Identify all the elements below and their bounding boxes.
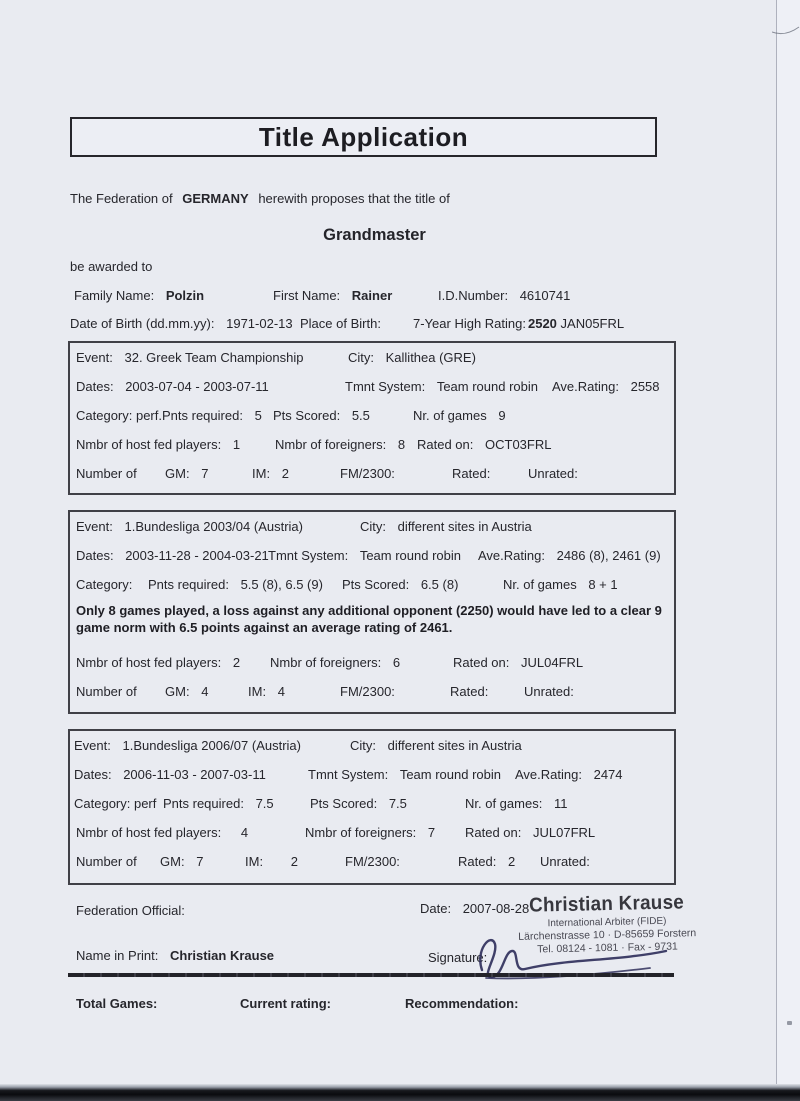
field-pts-scored: [273, 408, 370, 423]
field-value: 7: [427, 825, 436, 840]
field-value: Christian Krause: [170, 948, 275, 963]
field-im-count: [248, 684, 285, 699]
field-label: Pts Scored:: [273, 408, 341, 423]
field-rated-on: [453, 655, 583, 670]
title-box: [70, 117, 657, 157]
field-label: Unrated:: [524, 684, 574, 699]
field-im-count: [252, 466, 289, 481]
field-foreigners: [305, 825, 435, 840]
field-value: 5: [254, 408, 262, 423]
field-label: Pts Scored:: [310, 796, 378, 811]
field-ave-rating: [552, 379, 660, 394]
field-value: 8 + 1: [588, 577, 618, 592]
field-pts-scored: [342, 577, 458, 592]
field-nr-of-games: [503, 577, 618, 592]
field-value: Rainer: [351, 288, 393, 303]
field-value: JUL07FRL: [533, 825, 596, 840]
field-rated-on: [417, 437, 551, 452]
stamp-name: Christian Krause: [528, 891, 685, 917]
field-value: 32. Greek Team Championship: [124, 350, 304, 365]
field-label: Rated:: [450, 684, 489, 699]
field-rated-count: [452, 466, 498, 481]
field-label: Unrated:: [540, 854, 590, 869]
field-host-players: [76, 655, 240, 670]
federation-intro-line: [70, 191, 450, 206]
field-tmnt-system: [345, 379, 538, 394]
field-number-of: Number of: [76, 684, 137, 699]
stamp-line-address: Lärchenstrasse 10 · D-85659 Forstern: [518, 927, 697, 943]
signature-label: Signature:: [428, 950, 488, 965]
stamp-line-arbiter: International Arbiter (FIDE): [547, 915, 667, 930]
field-value: 7.5: [255, 796, 274, 811]
signature-separator-rule: [68, 973, 674, 977]
recommendation-label: Recommendation:: [405, 996, 519, 1011]
field-label: Tmnt System:: [308, 767, 389, 782]
field-foreigners: [275, 437, 405, 452]
field-value: Team round robin: [436, 379, 538, 394]
field-value: 2007-08-28: [462, 901, 530, 916]
field-value: 2: [290, 854, 298, 869]
field-ave-rating: [478, 548, 661, 563]
field-value: 2003-07-04 - 2003-07-11: [125, 379, 269, 394]
field-pnts-required: [162, 408, 262, 423]
field-label: Ave.Rating:: [478, 548, 545, 563]
field-category: Category:: [76, 577, 133, 592]
field-place-of-birth: [300, 316, 389, 331]
field-label: Pnts required:: [163, 796, 244, 811]
field-label: Place of Birth:: [300, 316, 381, 331]
field-fm-count: [340, 684, 403, 699]
page-title: Title Application: [258, 122, 469, 152]
field-label: Date of Birth (dd.mm.yy):: [70, 316, 215, 331]
field-dates: [76, 548, 269, 563]
field-value: Kallithea (GRE): [385, 350, 476, 365]
field-fm-count: [345, 854, 408, 869]
field-value: 6.5 (8): [420, 577, 459, 592]
field-city: [348, 350, 476, 365]
field-family-name: [74, 288, 204, 303]
field-label: GM:: [165, 684, 190, 699]
field-label: Nmbr of host fed players:: [76, 825, 222, 840]
field-rated-count: [458, 854, 515, 869]
paper-edge-line: [776, 0, 777, 1101]
field-label: Nmbr of foreigners:: [275, 437, 387, 452]
field-label: Rated:: [458, 854, 497, 869]
field-label: Tmnt System:: [268, 548, 349, 563]
field-label: I.D.Number:: [438, 288, 509, 303]
field-date-of-birth: [70, 316, 293, 331]
field-value: 5.5 (8), 6.5 (9): [240, 577, 323, 592]
norm-note: Only 8 games played, a loss against any additional opponent (2250) would have led to a clear 9 game norm with 6.5 points against an average rating of 2461.: [76, 603, 662, 635]
field-value: OCT03FRL: [485, 437, 552, 452]
field-value: 9: [498, 408, 506, 423]
field-value: 4610741: [519, 288, 571, 303]
field-label: Nmbr of foreigners:: [270, 655, 382, 670]
field-value: 2: [232, 655, 241, 670]
field-label: Dates:: [76, 548, 114, 563]
field-unrated-count: [528, 466, 586, 481]
field-value: 4: [201, 684, 209, 699]
field-label: Rated:: [452, 466, 491, 481]
field-dates: [74, 767, 266, 782]
field-dates: [76, 379, 269, 394]
field-gm-count: [165, 466, 208, 481]
field-value: 2006-11-03 - 2007-03-11: [123, 767, 266, 782]
field-label: Ave.Rating:: [515, 767, 582, 782]
field-fm-count: [340, 466, 403, 481]
field-label: Unrated:: [528, 466, 578, 481]
field-value: 11: [553, 796, 568, 811]
field-number-of: Number of: [76, 466, 137, 481]
field-label: Pnts required:: [162, 408, 243, 423]
field-label: Tmnt System:: [345, 379, 426, 394]
scan-curve-artifact: [772, 24, 800, 36]
field-rated-on: [465, 825, 595, 840]
field-label: Pnts required:: [148, 577, 229, 592]
field-foreigners: [270, 655, 400, 670]
field-first-name: [273, 288, 392, 303]
field-label: Rated on:: [417, 437, 474, 452]
field-label: Family Name:: [74, 288, 155, 303]
field-high-rating: [413, 316, 624, 331]
signature-scrawl: [470, 928, 680, 986]
field-rated-count: [450, 684, 496, 699]
paper-edge-strip: [777, 0, 800, 1101]
field-label: FM/2300:: [345, 854, 400, 869]
field-value: 1971-02-13: [226, 316, 293, 331]
field-label: Nmbr of host fed players:: [76, 437, 222, 452]
field-event: [76, 519, 303, 534]
field-label: GM:: [160, 854, 185, 869]
field-host-players: [76, 825, 248, 840]
federation-official-label: Federation Official:: [76, 903, 185, 918]
field-value: 6: [392, 655, 401, 670]
field-value: 2: [507, 854, 516, 869]
current-rating-label: Current rating:: [240, 996, 331, 1011]
field-value: 2486 (8), 2461 (9): [556, 548, 661, 563]
field-value: 5.5: [351, 408, 370, 423]
field-value: 4: [240, 825, 249, 840]
field-ave-rating: [515, 767, 623, 782]
total-games-label: Total Games:: [76, 996, 158, 1011]
field-value: 2474: [593, 767, 623, 782]
field-label: First Name:: [273, 288, 341, 303]
field-label: Nmbr of foreigners:: [305, 825, 417, 840]
field-rating-list: JAN05FRL: [560, 316, 625, 331]
field-value: 2: [281, 466, 289, 481]
field-pnts-required: [148, 577, 323, 592]
field-value: Team round robin: [359, 548, 461, 563]
field-id-number: [438, 288, 570, 303]
field-label: Nr. of games: [413, 408, 487, 423]
field-label: FM/2300:: [340, 684, 395, 699]
field-value: 1.Bundesliga 2006/07 (Austria): [122, 738, 301, 753]
field-label: Ave.Rating:: [552, 379, 619, 394]
field-label: City:: [350, 738, 376, 753]
field-label: Nmbr of host fed players:: [76, 655, 222, 670]
field-value: different sites in Austria: [397, 519, 532, 534]
field-name-in-print: [76, 948, 274, 963]
field-nr-of-games: [413, 408, 506, 423]
field-label: Name in Print:: [76, 948, 159, 963]
field-tmnt-system: [268, 548, 461, 563]
field-category: Category: perf.: [76, 408, 162, 423]
field-label: Rated on:: [465, 825, 522, 840]
field-label: Event:: [74, 738, 111, 753]
field-nr-of-games: [465, 796, 567, 811]
field-value: Polzin: [165, 288, 205, 303]
stamp-line-phone: Tel. 08124 - 1081 · Fax - 9731: [537, 940, 678, 956]
field-tmnt-system: [308, 767, 501, 782]
field-label: Date:: [420, 901, 452, 916]
field-value: 8: [397, 437, 406, 452]
field-value: 7.5: [388, 796, 407, 811]
field-host-players: [76, 437, 240, 452]
field-label: Rated on:: [453, 655, 510, 670]
federation-name: GERMANY: [182, 191, 249, 206]
field-unrated-count: [524, 684, 582, 699]
field-value: 1.Bundesliga 2003/04 (Austria): [124, 519, 303, 534]
field-value: 2520: [527, 316, 557, 331]
intro-suffix: herewith proposes that the title of: [258, 191, 450, 206]
field-pts-scored: [310, 796, 407, 811]
field-label: Nr. of games:: [465, 796, 543, 811]
field-label: Dates:: [74, 767, 112, 782]
field-label: City:: [360, 519, 386, 534]
field-label: Event:: [76, 350, 113, 365]
field-city: [350, 738, 522, 753]
field-value: 1: [232, 437, 241, 452]
scanner-bottom-band: [0, 1084, 800, 1101]
field-event: [76, 350, 303, 365]
proposed-title: Grandmaster: [323, 226, 426, 244]
scan-speck-artifact: [787, 1021, 792, 1025]
field-city: [360, 519, 532, 534]
field-gm-count: [165, 684, 208, 699]
field-label: Nr. of games: [503, 577, 577, 592]
field-label: FM/2300:: [340, 466, 395, 481]
be-awarded-line: be awarded to: [70, 259, 153, 274]
field-category: Category: perf: [74, 796, 157, 811]
field-label: IM:: [252, 466, 271, 481]
field-pnts-required: [163, 796, 274, 811]
field-gm-count: [160, 854, 203, 869]
field-value: 7: [201, 466, 209, 481]
field-value: 7: [196, 854, 204, 869]
field-event: [74, 738, 301, 753]
field-im-count: [245, 854, 298, 869]
field-label: GM:: [165, 466, 190, 481]
field-value: 2003-11-28 - 2004-03-21: [125, 548, 269, 563]
field-number-of: Number of: [76, 854, 137, 869]
field-label: Dates:: [76, 379, 114, 394]
field-label: 7-Year High Rating:: [413, 316, 526, 331]
field-label: Pts Scored:: [342, 577, 410, 592]
field-label: Event:: [76, 519, 113, 534]
field-label: IM:: [248, 684, 267, 699]
field-value: 4: [277, 684, 285, 699]
field-label: IM:: [245, 854, 264, 869]
field-value: Team round robin: [399, 767, 501, 782]
field-label: City:: [348, 350, 374, 365]
field-unrated-count: [540, 854, 598, 869]
field-value: JUL04FRL: [521, 655, 584, 670]
field-value: different sites in Austria: [387, 738, 522, 753]
intro-prefix: The Federation of: [70, 191, 173, 206]
field-value: 2558: [630, 379, 660, 394]
